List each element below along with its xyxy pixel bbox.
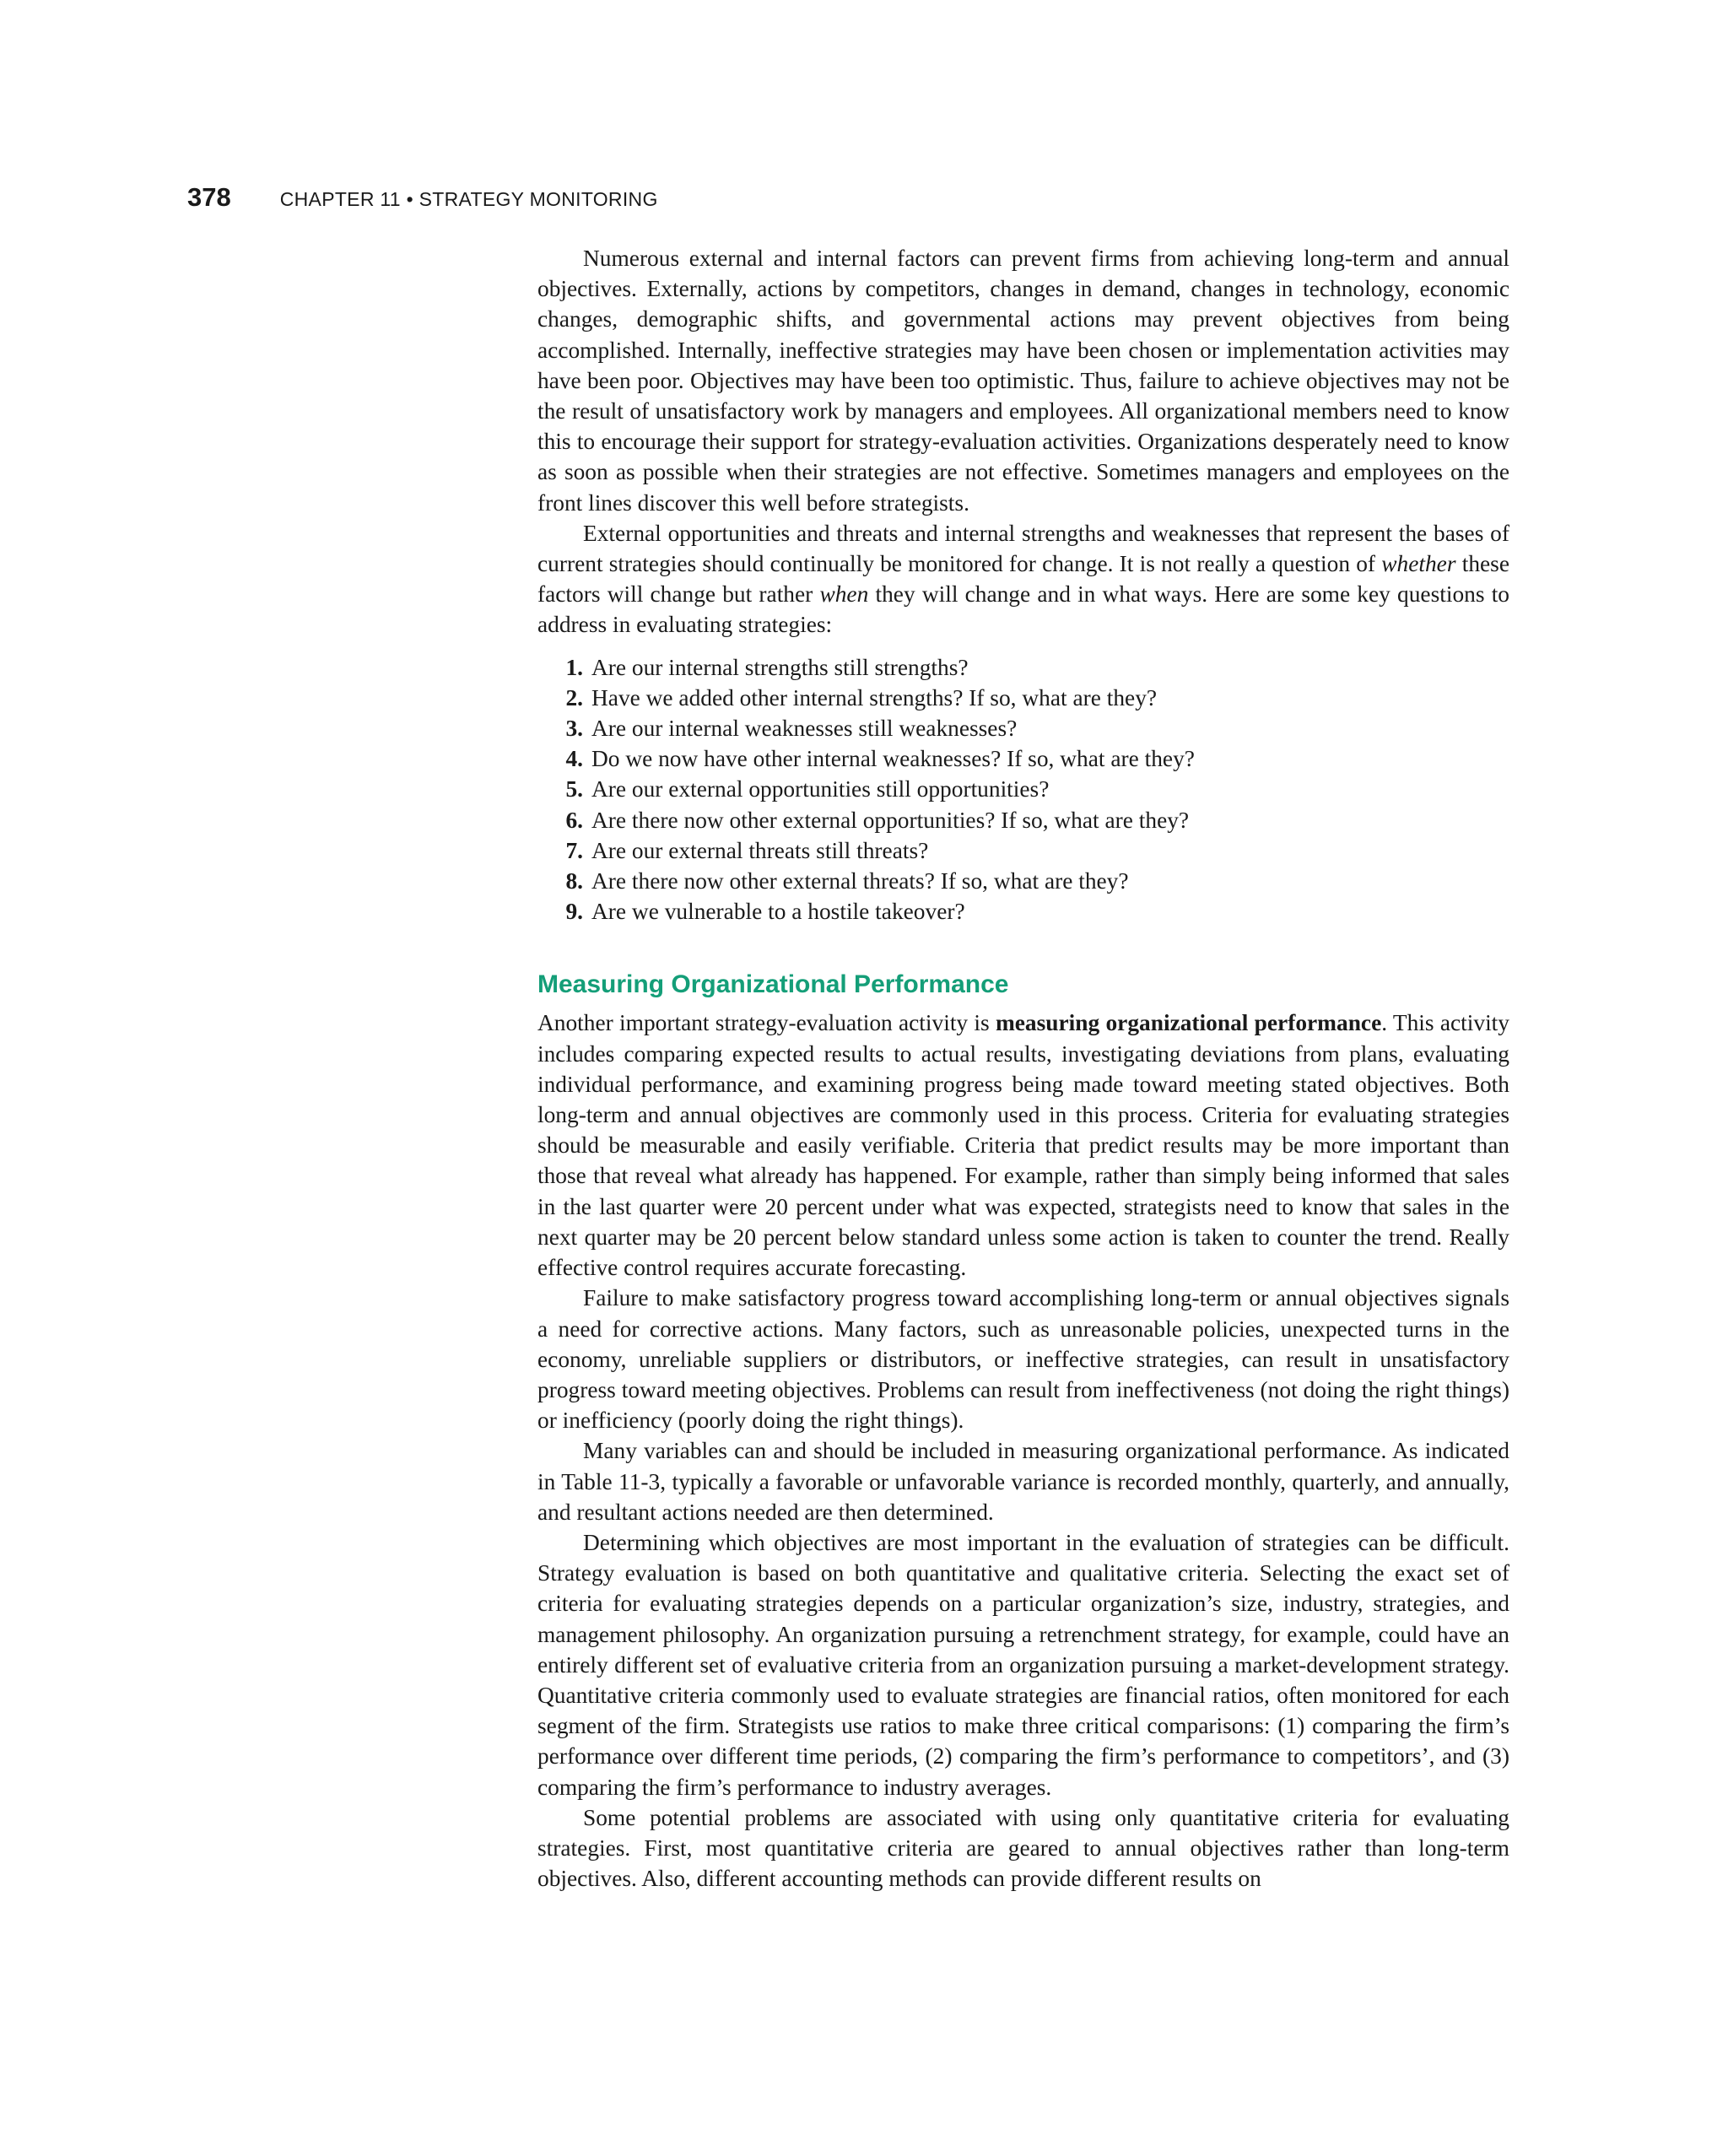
- list-item: [554, 683, 1509, 713]
- list-number: 2.: [565, 684, 583, 711]
- list-item: [554, 805, 1509, 835]
- list-number: 7.: [565, 837, 583, 863]
- section-heading: Measuring Organizational Performance: [537, 970, 1009, 999]
- emphasis-when: when: [819, 581, 869, 608]
- key-term: measuring organizational performance: [995, 1010, 1382, 1036]
- emphasis-whether: whether: [1381, 551, 1456, 577]
- list-item: [554, 835, 1509, 866]
- list-number: 6.: [565, 807, 583, 833]
- running-head: [187, 182, 658, 221]
- list-text: Are there now other external threats? If so, what are they?: [591, 868, 1129, 894]
- list-text: Are our external opportunities still opportunities?: [591, 776, 1050, 802]
- text-run: Another important strategy-evaluation activity is: [537, 1010, 996, 1036]
- list-item: [554, 743, 1509, 774]
- text-run: these factors will change but rather: [537, 551, 1509, 608]
- list-text: Are we vulnerable to a hostile takeover?: [591, 899, 965, 925]
- list-item: [554, 896, 1509, 927]
- page-number: 378: [187, 182, 231, 212]
- list-number: 8.: [565, 868, 583, 894]
- list-item: [554, 774, 1509, 804]
- list-text: Do we now have other internal weaknesses? If so, what are they?: [591, 746, 1195, 772]
- paragraph: [537, 1008, 1509, 1283]
- list-number: 4.: [565, 746, 583, 772]
- page-body: [537, 243, 1509, 1894]
- list-text: Are our internal strengths still strengths?: [591, 654, 969, 680]
- list-item: [554, 652, 1509, 683]
- list-item: [554, 713, 1509, 743]
- list-item: [554, 866, 1509, 896]
- chapter-title: CHAPTER 11 • STRATEGY MONITORING: [279, 188, 658, 210]
- paragraph: Some potential problems are associated with using only quantitative criteria for evaluating strategies. First, most quantitative criteria are geared to annual objectives rather than long-term objectives. Also, different accounting methods can provide different results on: [537, 1804, 1509, 1892]
- paragraph: Numerous external and internal factors can prevent firms from achieving long-term and annual objectives. Externally, actions by competitors, changes in demand, changes in technology, economic changes, demographic shifts, and governmental actions may prevent objectives from being accomplished. Internally, ineffective strategies may have been chosen or implementation activities may have been poor. Objectives may have been too optimistic. Thus, failure to achieve objectives may not be the result of unsatisfactory work by managers and employees. All organizational members need to know this to encourage their support for strategy-evaluation activities. Organizations desperately need to know as soon as possible when their strategies are not effective. Sometimes managers and employees on the front lines discover this well before strategists.: [537, 246, 1509, 516]
- list-number: 5.: [565, 776, 583, 802]
- list-number: 3.: [565, 716, 583, 742]
- list-text: Have we added other internal strengths? If so, what are they?: [591, 684, 1158, 711]
- text-run: External opportunities and threats and internal strengths and weaknesses that represent the bases of current strategies should continually be monitored for change. It is not really a question of: [537, 520, 1509, 577]
- list-text: Are our external threats still threats?: [591, 837, 929, 863]
- paragraph: Determining which objectives are most important in the evaluation of strategies can be difficult. Strategy evaluation is based on both quantitative and qualitative criteria. Selecting the exact set of criteria for evaluating strategies depends on a particular organization’s size, industry, strategies, and management philosophy. An organization pursuing a retrenchment strategy, for example, could have an entirely different set of evaluative criteria from an organization pursuing a market-development strategy. Quantitative criteria commonly used to evaluate strategies are financial ratios, often monitored for each segment of the firm. Strategists use ratios to make three critical comparisons: (1) comparing the firm’s performance over different time periods, (2) comparing the firm’s performance to competitors’, and (3) comparing the firm’s performance to industry averages.: [537, 1529, 1509, 1800]
- text-run: . This activity includes comparing expected results to actual results, investigating deviations from plans, evaluating individual performance, and examining progress being made toward meeting stated objectives. Both long-term and annual objectives are commonly used in this process. Criteria for evaluating strategies should be measurable and easily verifiable. Criteria that predict results may be more important than those that reveal what already has happened. For example, rather than simply being informed that sales in the last quarter were 20 percent under what was expected, strategists need to know that sales in the next quarter may be 20 percent below standard unless some action is taken to counter the trend. Really effective control requires accurate forecasting.: [537, 1010, 1509, 1281]
- paragraph: Failure to make satisfactory progress toward accomplishing long-term or annual objectives signals a need for corrective actions. Many factors, such as unreasonable policies, unexpected turns in the economy, unreliable suppliers or distributors, or ineffective strategies, can result in unsatisfactory progress toward meeting objectives. Problems can result from ineffectiveness (not doing the right things) or inefficiency (poorly doing the right things).: [537, 1285, 1509, 1434]
- text-run: they will change and in what ways. Here are some key questions to address in evaluating strategies:: [537, 581, 1510, 638]
- list-text: Are our internal weaknesses still weaknesses?: [591, 716, 1018, 742]
- list-number: 9.: [565, 899, 583, 925]
- list-number: 1.: [565, 654, 583, 680]
- list-text: Are there now other external opportunities? If so, what are they?: [591, 807, 1190, 833]
- paragraph: Many variables can and should be included in measuring organizational performance. As indicated in Table 11-3, typically a favorable or unfavorable variance is recorded monthly, quarterly, and annually, and resultant actions needed are then determined.: [537, 1438, 1509, 1525]
- paragraph: [537, 518, 1509, 640]
- key-questions-list: [537, 652, 1509, 927]
